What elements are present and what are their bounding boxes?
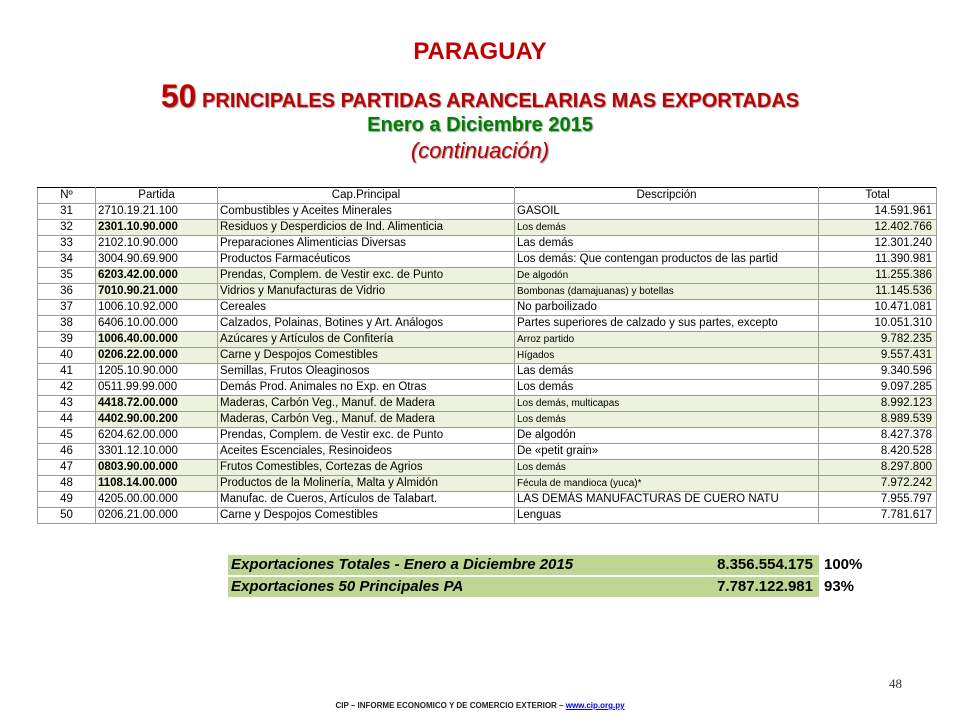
cell-total: 9.097.285 bbox=[819, 380, 937, 396]
footer-text: CIP – INFORME ECONOMICO Y DE COMERCIO EXTERIOR – bbox=[335, 701, 566, 710]
cell-partida: 0206.21.00.000 bbox=[96, 508, 218, 524]
cell-cap: Residuos y Desperdicios de Ind. Alimenticia bbox=[218, 220, 515, 236]
cell-n: 42 bbox=[38, 380, 96, 396]
table-header-row bbox=[38, 188, 937, 204]
footer-link[interactable]: www.cip.org.py bbox=[565, 701, 625, 710]
cell-desc: GASOIL bbox=[515, 204, 819, 220]
cell-total: 8.420.528 bbox=[819, 444, 937, 460]
cell-desc: Los demás, multicapas bbox=[515, 396, 819, 412]
cell-desc: Arroz partido bbox=[515, 332, 819, 348]
cell-desc: Los demás bbox=[515, 412, 819, 428]
cell-total: 11.390.981 bbox=[819, 252, 937, 268]
cell-partida: 3301.12.10.000 bbox=[96, 444, 218, 460]
cell-cap: Maderas, Carbón Veg., Manuf. de Madera bbox=[218, 412, 515, 428]
header-descripcion: Descripción bbox=[515, 188, 819, 204]
cell-partida: 3004.90.69.900 bbox=[96, 252, 218, 268]
cell-n: 31 bbox=[38, 204, 96, 220]
cell-desc: Hígados bbox=[515, 348, 819, 364]
cell-total: 7.955.797 bbox=[819, 492, 937, 508]
cell-n: 37 bbox=[38, 300, 96, 316]
cell-total: 7.781.617 bbox=[819, 508, 937, 524]
cell-partida: 6204.62.00.000 bbox=[96, 428, 218, 444]
cell-n: 43 bbox=[38, 396, 96, 412]
summary-percent: 100% bbox=[824, 556, 863, 573]
cell-total: 8.297.800 bbox=[819, 460, 937, 476]
cell-total: 10.051.310 bbox=[819, 316, 937, 332]
cell-total: 9.782.235 bbox=[819, 332, 937, 348]
cell-partida: 1205.10.90.000 bbox=[96, 364, 218, 380]
cell-total: 8.989.539 bbox=[819, 412, 937, 428]
partidas-table bbox=[37, 187, 937, 524]
cell-desc: No parboilizado bbox=[515, 300, 819, 316]
cell-n: 39 bbox=[38, 332, 96, 348]
header-partida: Partida bbox=[96, 188, 218, 204]
cell-desc: De algodón bbox=[515, 268, 819, 284]
cell-total: 7.972.242 bbox=[819, 476, 937, 492]
table-row bbox=[38, 332, 937, 348]
page-number: 48 bbox=[889, 676, 902, 691]
table-row bbox=[38, 492, 937, 508]
cell-partida: 6203.42.00.000 bbox=[96, 268, 218, 284]
cell-n: 33 bbox=[38, 236, 96, 252]
cell-n: 48 bbox=[38, 476, 96, 492]
cell-cap: Productos de la Molinería, Malta y Almidón bbox=[218, 476, 515, 492]
cell-desc: Los demás bbox=[515, 460, 819, 476]
cell-partida: 4205.00.00.000 bbox=[96, 492, 218, 508]
cell-partida: 6406.10.00.000 bbox=[96, 316, 218, 332]
cell-total: 9.340.596 bbox=[819, 364, 937, 380]
cell-desc: De algodón bbox=[515, 428, 819, 444]
cell-total: 8.992.123 bbox=[819, 396, 937, 412]
cell-cap: Productos Farmacéuticos bbox=[218, 252, 515, 268]
cell-partida: 7010.90.21.000 bbox=[96, 284, 218, 300]
cell-n: 41 bbox=[38, 364, 96, 380]
cell-n: 46 bbox=[38, 444, 96, 460]
cell-cap: Calzados, Polainas, Botines y Art. Análogos bbox=[218, 316, 515, 332]
table-row bbox=[38, 428, 937, 444]
table-row bbox=[38, 204, 937, 220]
table-row bbox=[38, 300, 937, 316]
cell-partida: 4402.90.00.200 bbox=[96, 412, 218, 428]
cell-total: 12.301.240 bbox=[819, 236, 937, 252]
cell-n: 50 bbox=[38, 508, 96, 524]
cell-total: 12.402.766 bbox=[819, 220, 937, 236]
cell-partida: 0206.22.00.000 bbox=[96, 348, 218, 364]
cell-n: 47 bbox=[38, 460, 96, 476]
cell-desc: Los demás bbox=[515, 220, 819, 236]
cell-desc: Lenguas bbox=[515, 508, 819, 524]
cell-partida: 1006.40.00.000 bbox=[96, 332, 218, 348]
cell-partida: 0511.99.99.000 bbox=[96, 380, 218, 396]
table-row bbox=[38, 364, 937, 380]
table-row bbox=[38, 252, 937, 268]
cell-partida: 2710.19.21.100 bbox=[96, 204, 218, 220]
table-row bbox=[38, 380, 937, 396]
table-row bbox=[38, 508, 937, 524]
cell-n: 44 bbox=[38, 412, 96, 428]
cell-n: 36 bbox=[38, 284, 96, 300]
cell-n: 49 bbox=[38, 492, 96, 508]
cell-cap: Prendas, Complem. de Vestir exc. de Punto bbox=[218, 428, 515, 444]
cell-cap: Cereales bbox=[218, 300, 515, 316]
header-n: Nº bbox=[38, 188, 96, 204]
table-row bbox=[38, 236, 937, 252]
table-row bbox=[38, 476, 937, 492]
summary-row-total bbox=[228, 555, 884, 575]
period-subtitle: Enero a Diciembre 2015 bbox=[367, 114, 593, 136]
main-heading bbox=[0, 78, 960, 115]
summary-block bbox=[228, 555, 884, 599]
table-row bbox=[38, 284, 937, 300]
cell-cap: Aceites Escenciales, Resinoideos bbox=[218, 444, 515, 460]
cell-partida: 0803.90.00.000 bbox=[96, 460, 218, 476]
cell-partida: 2301.10.90.000 bbox=[96, 220, 218, 236]
cell-cap: Combustibles y Aceites Minerales bbox=[218, 204, 515, 220]
cell-cap: Frutos Comestibles, Cortezas de Agrios bbox=[218, 460, 515, 476]
main-heading-number: 50 bbox=[160, 78, 197, 114]
cell-desc: Fécula de mandioca (yuca)* bbox=[515, 476, 819, 492]
summary-label: Exportaciones Totales - Enero a Diciembre 2015 bbox=[228, 555, 684, 575]
cell-desc: Los demás: Que contengan productos de las partid bbox=[515, 252, 819, 268]
cell-total: 14.591.961 bbox=[819, 204, 937, 220]
cell-cap: Vidrios y Manufacturas de Vidrio bbox=[218, 284, 515, 300]
cell-n: 35 bbox=[38, 268, 96, 284]
cell-cap: Preparaciones Alimenticias Diversas bbox=[218, 236, 515, 252]
cell-desc: Los demás bbox=[515, 380, 819, 396]
cell-total: 11.145.536 bbox=[819, 284, 937, 300]
cell-n: 45 bbox=[38, 428, 96, 444]
cell-n: 32 bbox=[38, 220, 96, 236]
cell-cap: Prendas, Complem. de Vestir exc. de Punto bbox=[218, 268, 515, 284]
cell-cap: Maderas, Carbón Veg., Manuf. de Madera bbox=[218, 396, 515, 412]
summary-value: 8.356.554.175 bbox=[684, 555, 819, 575]
cell-total: 10.471.081 bbox=[819, 300, 937, 316]
cell-cap: Semillas, Frutos Oleaginosos bbox=[218, 364, 515, 380]
table-row bbox=[38, 396, 937, 412]
cell-partida: 2102.10.90.000 bbox=[96, 236, 218, 252]
cell-cap: Demás Prod. Animales no Exp. en Otras bbox=[218, 380, 515, 396]
cell-total: 8.427.378 bbox=[819, 428, 937, 444]
table-row bbox=[38, 316, 937, 332]
cell-desc: Partes superiores de calzado y sus partes, excepto bbox=[515, 316, 819, 332]
cell-desc: De «petit grain» bbox=[515, 444, 819, 460]
header-cap: Cap.Principal bbox=[218, 188, 515, 204]
cell-n: 40 bbox=[38, 348, 96, 364]
cell-cap: Carne y Despojos Comestibles bbox=[218, 348, 515, 364]
cell-cap: Manufac. de Cueros, Artículos de Talabart. bbox=[218, 492, 515, 508]
table-row bbox=[38, 444, 937, 460]
table-row bbox=[38, 348, 937, 364]
header-total: Total bbox=[819, 188, 937, 204]
table-row bbox=[38, 412, 937, 428]
table-row bbox=[38, 460, 937, 476]
cell-partida: 1108.14.00.000 bbox=[96, 476, 218, 492]
cell-partida: 4418.72.00.000 bbox=[96, 396, 218, 412]
summary-percent: 93% bbox=[824, 578, 855, 595]
cell-n: 34 bbox=[38, 252, 96, 268]
continuation-subtitle: (continuación) bbox=[410, 138, 550, 163]
cell-desc: Bombonas (damajuanas) y botellas bbox=[515, 284, 819, 300]
summary-value: 7.787.122.981 bbox=[684, 577, 819, 597]
table-row bbox=[38, 268, 937, 284]
cell-total: 11.255.386 bbox=[819, 268, 937, 284]
cell-partida: 1006.10.92.000 bbox=[96, 300, 218, 316]
main-heading-text: PRINCIPALES PARTIDAS ARANCELARIAS MAS EXPORTADAS bbox=[202, 90, 800, 112]
summary-row-top50 bbox=[228, 577, 884, 597]
cell-cap: Carne y Despojos Comestibles bbox=[218, 508, 515, 524]
page-title: PARAGUAY bbox=[413, 38, 547, 65]
cell-desc: Las demás bbox=[515, 364, 819, 380]
cell-desc: LAS DEMÁS MANUFACTURAS DE CUERO NATU bbox=[515, 492, 819, 508]
cell-cap: Azúcares y Artículos de Confitería bbox=[218, 332, 515, 348]
summary-label: Exportaciones 50 Principales PA bbox=[228, 577, 684, 597]
cell-desc: Las demás bbox=[515, 236, 819, 252]
footer bbox=[0, 701, 960, 710]
cell-total: 9.557.431 bbox=[819, 348, 937, 364]
cell-n: 38 bbox=[38, 316, 96, 332]
table-row bbox=[38, 220, 937, 236]
